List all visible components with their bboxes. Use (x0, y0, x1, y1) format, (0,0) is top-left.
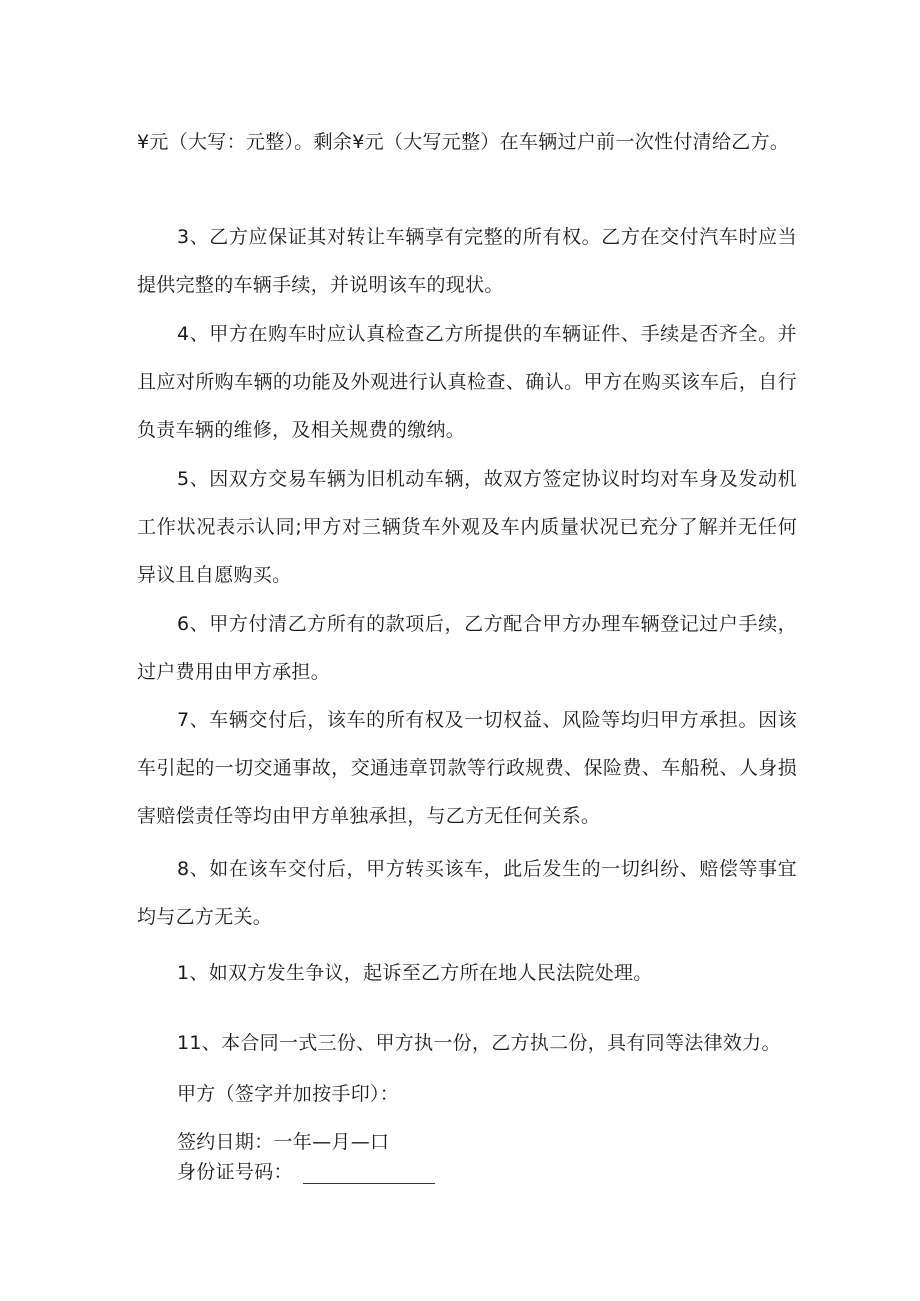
id-number-line (177, 1157, 435, 1187)
paragraph-payment: ¥元（大写：元整）。剩余¥元（大写元整）在车辆过户前一次性付清给乙方。 (137, 131, 790, 153)
paragraph-clause-8: 8、如在该车交付后，甲方转买该车，此后发生的一切纠纷、赔偿等事宜均与乙方无关。 (137, 858, 797, 928)
paragraph-clause-6: 6、甲方付清乙方所有的款项后，乙方配合甲方办理车辆登记过户手续，过户费用由甲方承担。 (137, 613, 797, 683)
paragraph-clause-5: 5、因双方交易车辆为旧机动车辆，故双方签定协议时均对车身及发动机工作状况表示认同;甲方对三辆货车外观及车内质量状况已充分了解并无任何异议且自愿购买。 (137, 468, 797, 586)
paragraph-clause-11: 11、本合同一式三份、甲方执一份，乙方执二份，具有同等法律效力。 (177, 1032, 781, 1054)
id-number-blank (303, 1183, 435, 1184)
paragraph-clause-dispute: 1、如双方发生争议，起诉至乙方所在地人民法院处理。 (177, 962, 653, 984)
paragraph-clause-7: 7、车辆交付后，该车的所有权及一切权益、风险等均归甲方承担。因该车引起的一切交通事故，交通违章罚款等行政规费、保险费、车船税、人身损害赔偿责任等均由甲方单独承担，与乙方无任何关系。 (137, 709, 797, 827)
paragraph-clause-4: 4、甲方在购车时应认真检查乙方所提供的车辆证件、手续是否齐全。并且应对所购车辆的功能及外观进行认真检查、确认。甲方在购买该车后，自行负责车辆的维修，及相关规费的缴纳。 (137, 323, 797, 441)
sign-date-label: 签约日期：一年—月—口 (177, 1131, 390, 1153)
signature-label: 甲方（签字并加按手印）： (177, 1083, 400, 1105)
paragraph-clause-3: 3、乙方应保证其对转让车辆享有完整的所有权。乙方在交付汽车时应当提供完整的车辆手续，并说明该车的现状。 (137, 226, 797, 296)
id-number-label: 身份证号码： (177, 1161, 293, 1183)
